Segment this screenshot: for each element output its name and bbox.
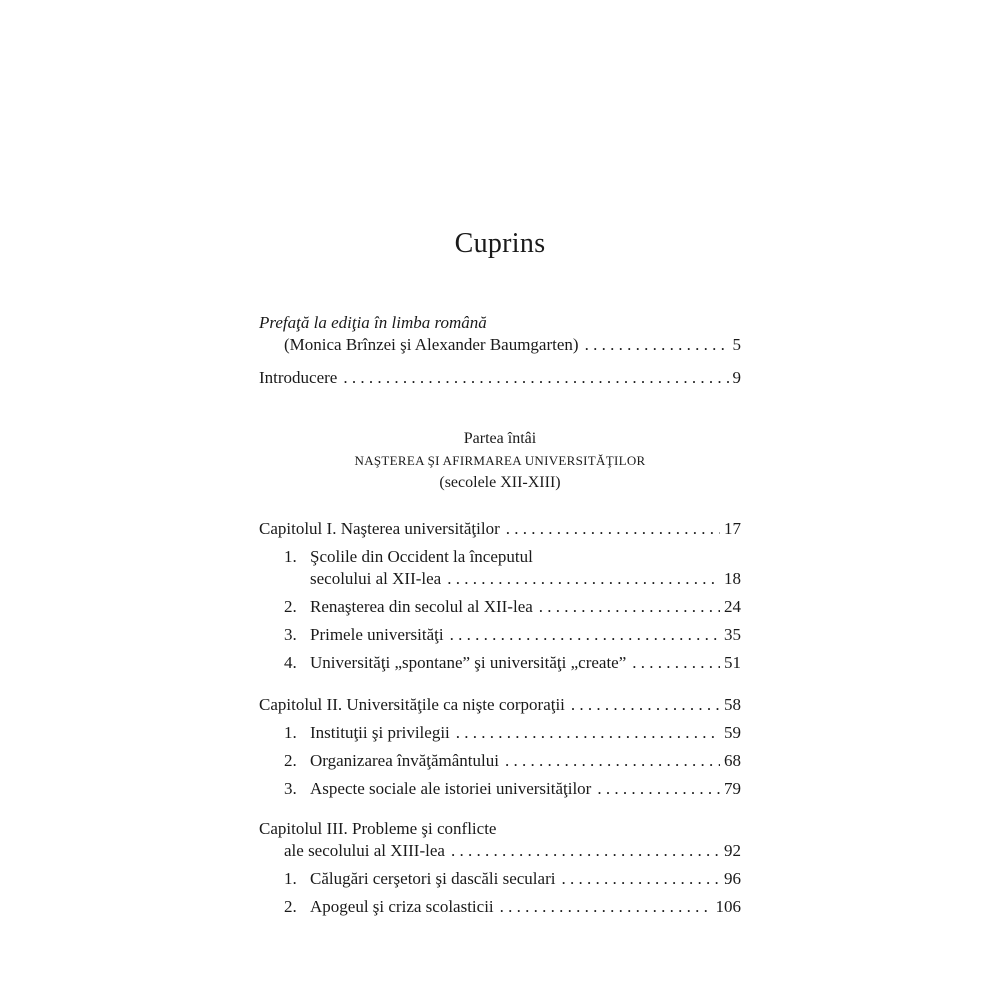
page-number: 9 bbox=[732, 368, 741, 387]
part-subtitle: (secolele XII-XIII) bbox=[439, 474, 561, 491]
section-number: 3. bbox=[284, 779, 297, 798]
section-number: 2. bbox=[284, 597, 297, 616]
toc-chapter-2 bbox=[259, 694, 741, 800]
section-number: 1. bbox=[284, 547, 297, 566]
page-number: 68 bbox=[724, 751, 741, 770]
section-label-part1: Şcolile din Occident la începutul bbox=[310, 547, 533, 566]
section-title: Organizarea învăţământului bbox=[310, 751, 499, 770]
chapter-label: Capitolul II. Universităţile ca nişte corporaţii bbox=[259, 695, 565, 714]
leader-dots bbox=[500, 896, 712, 918]
section-label bbox=[284, 868, 555, 890]
section-line[interactable] bbox=[259, 624, 741, 646]
page-number: 92 bbox=[724, 841, 741, 860]
toc-entry-introduction[interactable] bbox=[259, 367, 741, 389]
leader-dots bbox=[451, 840, 720, 862]
section-title: Instituţii şi privilegii bbox=[310, 723, 450, 742]
chapter-label-part1[interactable]: Capitolul III. Probleme şi conflicte bbox=[259, 819, 497, 838]
section-label bbox=[284, 624, 444, 646]
part-title: NAŞTEREA ŞI AFIRMAREA UNIVERSITĂŢILOR bbox=[354, 453, 646, 468]
leader-dots bbox=[597, 778, 720, 800]
page-number: 79 bbox=[724, 779, 741, 798]
leader-dots bbox=[506, 518, 720, 540]
section-number: 1. bbox=[284, 869, 297, 888]
section-number: 4. bbox=[284, 653, 297, 672]
section-number: 2. bbox=[284, 751, 297, 770]
leader-dots bbox=[505, 750, 720, 772]
section-line-first[interactable] bbox=[259, 546, 741, 568]
chapter-label: ale secolului al XIII-lea bbox=[284, 841, 445, 860]
preface-title: Prefaţă la ediţia în limba română bbox=[259, 313, 487, 332]
introduction-line bbox=[259, 367, 741, 389]
page-number: 24 bbox=[724, 597, 741, 616]
toc-chapter-3 bbox=[259, 818, 741, 918]
section-title: Aspecte sociale ale istoriei universităţilor bbox=[310, 779, 592, 798]
section-line[interactable] bbox=[259, 652, 741, 674]
leader-dots bbox=[585, 334, 729, 356]
toc-chapter-1 bbox=[259, 518, 741, 674]
chapter-line[interactable] bbox=[259, 518, 741, 540]
page-number: 35 bbox=[724, 625, 741, 644]
section-label bbox=[284, 722, 450, 744]
section-title: Universităţi „spontane” şi universităţi „create” bbox=[310, 653, 627, 672]
section-line[interactable] bbox=[259, 596, 741, 618]
leader-dots bbox=[447, 568, 720, 590]
leader-dots bbox=[456, 722, 720, 744]
leader-dots bbox=[561, 868, 720, 890]
section-title: Călugări cerşetori şi dascăli seculari bbox=[310, 869, 556, 888]
section-label bbox=[284, 652, 626, 674]
page-number: 51 bbox=[724, 653, 741, 672]
section-label bbox=[284, 750, 499, 772]
section-title: Apogeul şi criza scolasticii bbox=[310, 897, 494, 916]
leader-dots bbox=[571, 694, 720, 716]
page-number: 106 bbox=[715, 897, 741, 916]
page-number: 96 bbox=[724, 869, 741, 888]
leader-dots bbox=[539, 596, 720, 618]
section-label bbox=[284, 778, 591, 800]
section-line[interactable] bbox=[259, 750, 741, 772]
section-number: 3. bbox=[284, 625, 297, 644]
part-heading bbox=[0, 428, 1000, 494]
section-title: Primele universităţi bbox=[310, 625, 444, 644]
toc-entry-preface[interactable] bbox=[259, 312, 741, 356]
page-number: 18 bbox=[724, 569, 741, 588]
chapter-label: Capitolul I. Naşterea universităţilor bbox=[259, 519, 500, 538]
chapter-line[interactable] bbox=[259, 694, 741, 716]
preface-line bbox=[259, 334, 741, 356]
section-number: 2. bbox=[284, 897, 297, 916]
leader-dots bbox=[343, 367, 728, 389]
part-label: Partea întâi bbox=[463, 430, 537, 447]
section-line[interactable] bbox=[259, 778, 741, 800]
preface-authors: (Monica Brînzei şi Alexander Baumgarten) bbox=[284, 335, 579, 354]
page-number: 5 bbox=[732, 335, 741, 354]
page-title: Cuprins bbox=[454, 228, 546, 259]
section-line[interactable] bbox=[259, 568, 741, 590]
leader-dots bbox=[450, 624, 720, 646]
section-title: Renaşterea din secolul al XII-lea bbox=[310, 597, 533, 616]
page-number: 59 bbox=[724, 723, 741, 742]
page-number: 17 bbox=[724, 519, 741, 538]
chapter-line[interactable] bbox=[259, 840, 741, 862]
section-label: secolului al XII-lea bbox=[310, 569, 442, 588]
section-line[interactable] bbox=[259, 868, 741, 890]
introduction-label: Introducere bbox=[259, 368, 338, 387]
section-label bbox=[284, 596, 533, 618]
section-line[interactable] bbox=[259, 722, 741, 744]
leader-dots bbox=[632, 652, 720, 674]
section-line[interactable] bbox=[259, 896, 741, 918]
section-number: 1. bbox=[284, 723, 297, 742]
section-label bbox=[284, 896, 494, 918]
page-number: 58 bbox=[724, 695, 741, 714]
